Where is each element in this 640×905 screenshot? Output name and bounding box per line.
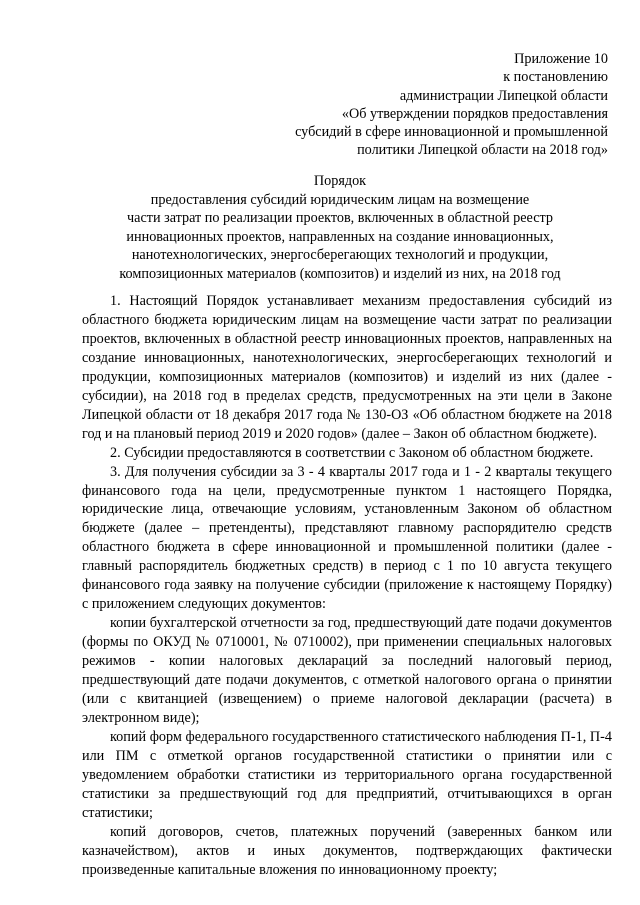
title-line: нанотехнологических, энергосберегающих технологий и продукции, xyxy=(131,247,549,263)
body-paragraph: 3. Для получения субсидии за 3 - 4 кварталы 2017 года и 1 - 2 кварталы текущего финансового года на цели, предусмотренные пунктом 1 настоящего Порядка, юридические лица, отвечающие условиям, установленным Законом об областном бюджете (далее – претенденты), представляют главному распорядителю средств областного бюджета в сфере инновационной и промышленной политики (далее - главный распорядитель бюджетных средств) в период с 1 по 10 августа текущего финансового года заявку на получение субсидии (приложение к настоящему Порядку) с приложением следующих документов: xyxy=(82,463,612,613)
body-paragraph: 1. Настоящий Порядок устанавливает механизм предоставления субсидий из областного бюджета юридическим лицам на возмещение части затрат по реализации проектов, включенных в областной реестр инновационных проектов, направленных на создание инновационных, нанотехнологических, энергосберегающих технологий и продукции, композиционных материалов (композитов) и изделий из них (далее - субсидии), на 2018 год в пределах средств, предусмотренных на эти цели в Законе Липецкой области от 18 декабря 2017 года № 130-ОЗ «Об областном бюджете на 2018 год и на плановый период 2019 и 2020 годов» (далее – Закон об областном бюджете). xyxy=(82,293,612,442)
appendix-line: Приложение 10 xyxy=(514,51,608,67)
title-line: инновационных проектов, направленных на создание инновационных, xyxy=(126,228,554,245)
appendix-line: к постановлению xyxy=(503,69,608,86)
title-line: части затрат по реализации проектов, включенных в областной реестр xyxy=(127,210,553,226)
body-paragraph: копии бухгалтерской отчетности за год, предшествующий дате подачи документов (формы по ОКУД № 0710001, № 0710002), при применении специальных налоговых режимов - копии налоговых деклараций за последний налоговый период, предшествующий дате подачи документов, с отметкой налогового органа о принятии (или с квитанцией (извещением) о приеме налоговой декларации (расчета) в электронном виде); xyxy=(82,615,612,726)
appendix-line: администрации Липецкой области xyxy=(399,87,608,104)
body-paragraph: 2. Субсидии предоставляются в соответствии с Законом об областном бюджете. xyxy=(110,444,594,461)
document-body xyxy=(82,292,612,880)
body-paragraph: копий договоров, счетов, платежных поручений (заверенных банком или казначейством), актов и иных документов, подтверждающих фактически произведенные капитальные вложения по инновационному проекту; xyxy=(82,823,612,878)
appendix-header xyxy=(188,50,608,160)
document-title xyxy=(70,172,610,283)
appendix-line: «Об утверждении порядков предоставления xyxy=(341,105,608,122)
title-line: композиционных материалов (композитов) и изделий из них, на 2018 год xyxy=(119,265,561,282)
title-line: предоставления субсидий юридическим лицам на возмещение xyxy=(150,191,530,208)
body-paragraph: копий форм федерального государственного статистического наблюдения П-1, П-4 или ПМ с отметкой органов государственной статистики о принятии или с уведомлением обработки статистики из территориального органа государственной статистики за предшествующий год для предприятий, отчитывающихся в орган статистики; xyxy=(82,728,612,821)
appendix-line: субсидий в сфере инновационной и промышленной xyxy=(295,124,608,141)
title-line: Порядок xyxy=(313,173,367,189)
appendix-line: политики Липецкой области на 2018 год» xyxy=(357,142,608,159)
